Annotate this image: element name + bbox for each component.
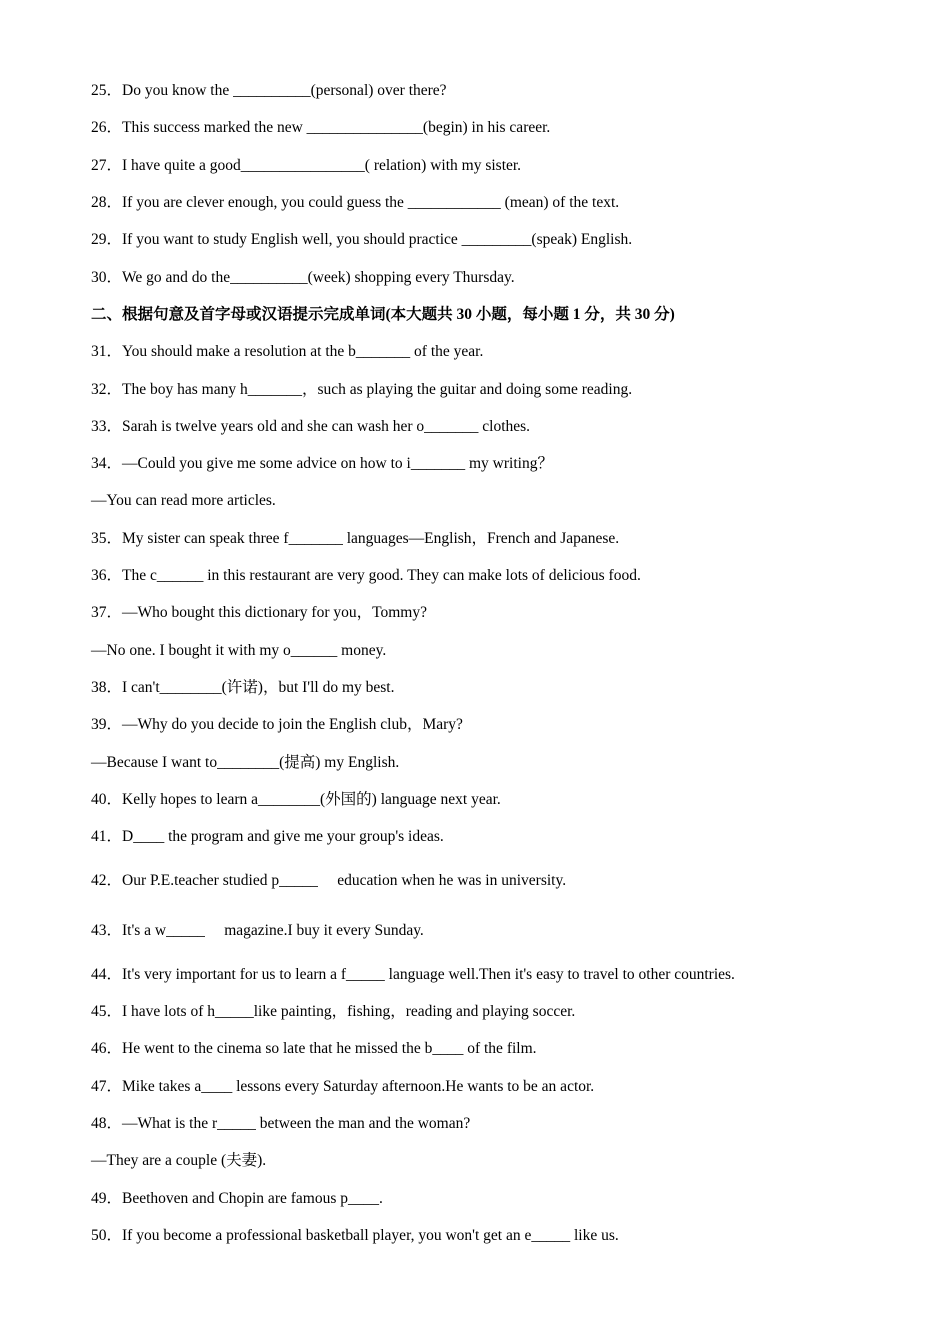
question-41: 41．D____ the program and give me your group's ideas. — [91, 828, 444, 845]
question-39: 39．—Why do you decide to join the English club，Mary? — [91, 716, 463, 733]
question-46: 46．He went to the cinema so late that he missed the b____ of the film. — [91, 1040, 537, 1057]
answer-48: —They are a couple (夫妻). — [91, 1152, 267, 1169]
question-34: 34．—Could you give me some advice on how to i_______ my writing？ — [91, 455, 553, 472]
question-44: 44．It's very important for us to learn a f_____ language well.Then it's easy to travel to other countries. — [91, 966, 735, 983]
question-50: 50．If you become a professional basketball player, you won't get an e_____ like us. — [91, 1227, 619, 1244]
question-27: 27．I have quite a good________________( relation) with my sister. — [91, 157, 522, 174]
question-29: 29．If you want to study English well, you should practice _________(speak) English. — [91, 231, 633, 248]
question-28: 28．If you are clever enough, you could guess the ____________ (mean) of the text. — [91, 194, 620, 211]
question-45: 45．I have lots of h_____like painting，fishing，reading and playing soccer. — [91, 1003, 576, 1020]
question-48: 48．—What is the r_____ between the man and the woman? — [91, 1115, 471, 1132]
question-42: 42．Our P.E.teacher studied p_____ education when he was in university. — [91, 872, 567, 889]
question-25: 25．Do you know the __________(personal) over there? — [91, 82, 447, 99]
question-26: 26．This success marked the new _______________(begin) in his career. — [91, 119, 551, 136]
question-31: 31．You should make a resolution at the b_______ of the year. — [91, 343, 484, 360]
question-33: 33．Sarah is twelve years old and she can wash her o_______ clothes. — [91, 418, 531, 435]
question-47: 47．Mike takes a____ lessons every Saturday afternoon.He wants to be an actor. — [91, 1078, 595, 1095]
section-2-heading: 二、根据句意及首字母或汉语提示完成单词(本大题共 30 小题，每小题 1 分，共 30 分) — [91, 306, 675, 323]
question-36: 36．The c______ in this restaurant are very good. They can make lots of delicious food. — [91, 567, 641, 584]
question-32: 32．The boy has many h_______，such as playing the guitar and doing some reading. — [91, 381, 633, 398]
question-40: 40．Kelly hopes to learn a________(外国的) language next year. — [91, 791, 501, 808]
question-37: 37．—Who bought this dictionary for you，Tommy? — [91, 604, 427, 621]
question-38: 38．I can't________(许诺)，but I'll do my best. — [91, 679, 395, 696]
answer-37: —No one. I bought it with my o______ money. — [91, 642, 387, 659]
question-30: 30．We go and do the__________(week) shopping every Thursday. — [91, 269, 515, 286]
question-49: 49．Beethoven and Chopin are famous p____. — [91, 1190, 383, 1207]
answer-34: —You can read more articles. — [91, 492, 276, 509]
question-35: 35．My sister can speak three f_______ languages—English，French and Japanese. — [91, 530, 620, 547]
question-43: 43．It's a w_____ magazine.I buy it every Sunday. — [91, 922, 424, 939]
answer-39: —Because I want to________(提高) my English. — [91, 754, 400, 771]
